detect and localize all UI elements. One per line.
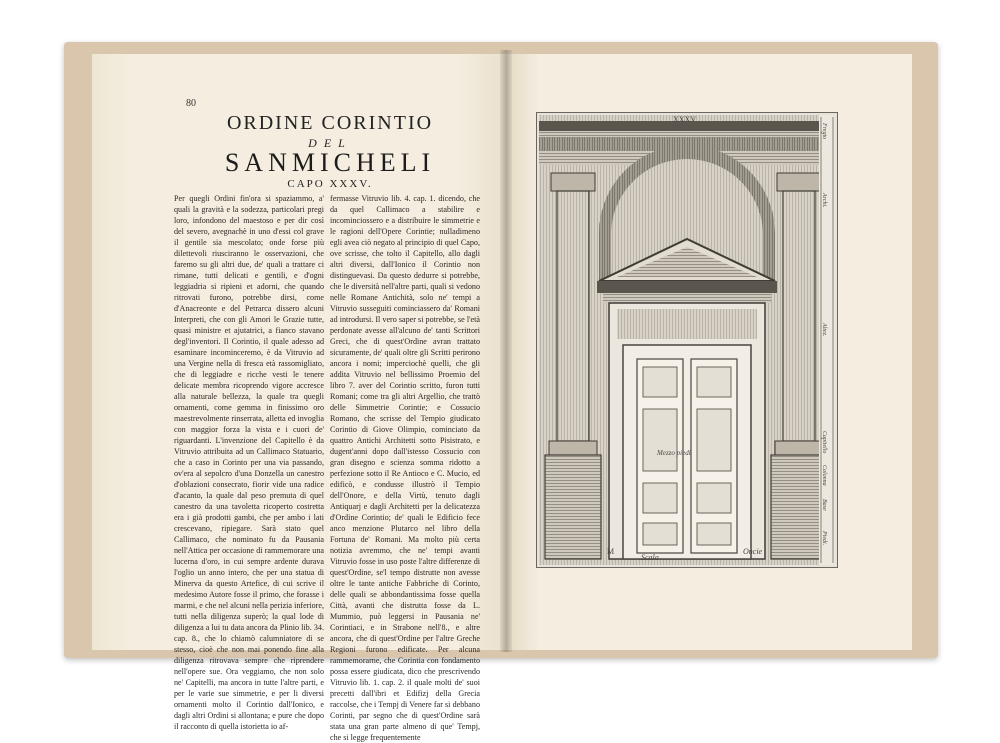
corner-mark-right: Oncie xyxy=(743,547,763,556)
engraving-plate xyxy=(536,112,838,568)
side-measure: Fregio xyxy=(821,123,827,140)
page-number: 80 xyxy=(186,98,196,109)
text-column-left xyxy=(174,193,324,731)
chapter-title-line1: ORDINE CORINTIO xyxy=(226,112,434,134)
corner-mark-left: M xyxy=(607,547,615,556)
chapter-number: CAPO XXXV. xyxy=(287,178,373,190)
book-gutter xyxy=(500,50,512,652)
side-measure: Colonna xyxy=(821,465,827,486)
corinthian-doorway-engraving xyxy=(537,113,837,567)
chapter-title-line3: SANMICHELI xyxy=(224,148,436,177)
side-measure: Piedi. xyxy=(821,531,827,546)
column-text: Per quegli Ordini fin'ora si spaziammo, a' quali la gravità e la sodezza, particolari pregi loro, infondono del maestoso e per dir così del severo, avegnachè in uno d'essi col grave il gentile sia mescolato; onde forse più dilettevoli riusciranno le osservazioni, che faremo su gli altri due, de' quali a trattare ci rimane, tutti delicati e gentili, e d'ogni leggiadria si ripieni et adorni, che quando ritrovati furono, potrebbe dirsi, come d'Anacreonte e del Petrarca dissero alcuni Interpreti, che con gli Amori le Grazie tutte, quasi ministre et ajutatrici, a fianco stavano degl'inventori. Il Corintio, il quale adesso ad esaminare incominceremo, è da Vitruvio ad una Vergine nella di fresca età rassomigliato, che di leggiadre e ricche vesti le tenere delicate membra ricoprendo vigore accresce alla naturale bellezza, la quale tra quegli ornamenti, come gemma in finissimo oro maestrevolmente rinserrata, alletta ed invoglia con maggior forza la vista e i cuori de' riguardanti. L'invenzione del Capitello è da Vitruvio attribuita ad un Callimaco Statuario, che a caso in Corinto per una via passando, ov'era al sepolcro d'una Donzella un canestro d'oblazioni consecrato, fiorir vide una radice d'acanto, la quale dal peso premuta di quel canestro da una tavoletta ricoperto costretta era i già prodotti gambi, che per ambo i lati crescevano, ripiegare. Sarà stato quel Callimaco, che nominato fu da Pausania nell'Attica per occasione di rammemorare una lucerna d'oro, in cui sempre ardente durava l'oglio un anno intero, che per una statua di Minerva da questo Artefice, di cui scrive il medesimo Autore fosse il primo, che forasse i marmi, e che nel alcuni nella perizia inferiore, tutti nella diligenza superò; la qual lode di diligenza a lui tu data ancora da Plinio lib. 34. cap. 8., che lo chiamò calumniatore di se stesso, cioè che non mai ponendo fine alla diligenza ritrovava sempre che riprendere nell'opere sue. Ora veggiamo, che non solo ne' Capitelli, ma ancora in tutte l'altre parti, e per le varie sue simmetrie, e per li diversi ornamenti molto il Corintio dall'Ionico, e dagli altri Ordini si allontana; e pure che dopo il racconto di quella istorietta io af- xyxy=(174,194,324,731)
side-measure: Capitello xyxy=(821,431,827,454)
side-measure: Altez. xyxy=(821,323,827,337)
side-measure: Archi. xyxy=(821,193,827,208)
text-column-right xyxy=(330,193,480,742)
column-text: fermasse Vitruvio lib. 4. cap. 1. dicendo, che da quel Callimaco a stabilire e incominciossero e a distribuire le simmetrie e le ragioni dell'Opere Corintie; nulladimeno egli avea ciò negato al principio di quel Capo, ove scrisse, che tolto il Capitello, allo dagli altri diversi, dall'Ionico il Corintio non distinguevasi. Da questo dedurre si potrebbe, che le diversità nell'altre parti, quali si vedono nelle Romane Antichità, solo ne' tempi a Vitruvio susseguiti cominciassero da' Romani ad introdursi. Il vero saper si potrebbe, se l'età perdonate avesse all'alcuno de' tanti Scrittori Greci, che di quest'Ordine avran trattato sicuramente, de' quali oltre gli Scritti perirono ancora i nomi; imperciochè quelli, che gli addita Vitruvio nel bellissimo Proemio del libro 7. aver del Corintio scritto, furon tutti Romani; come tra gli altri Argellio, che trattò delle Simmetrie Corintie; e Cossucio Romano, che scrisse del Tempio giudicato Corintio di Giove Olimpio, cominciato da quattro Antichi Architetti sotto Pisistrato, e dugent'anni dopo dall'istesso Cossucio con gran disegno e scienza somma ridotto a perfezione sotto il Re Antioco e C. Mucio, ed edificò, e condusse illustrò il Tempio dell'Onore, e della Virtù, tenuto dagli Antiquarj e dagli Architetti per la delicatezza d'Ordine Corintio; de' quali le Edificio fece anco menzione Plutarco nel libro della Fortuna de' Romani. Ma molto più certa notizia avremmo, che ne' tempi avanti Vitruvio fosse in uso poste l'altre differenze di quest'Ordine, se'l tempo distrutte non avesse oltre le tante antiche Fabbriche di Corinto, delle quali se abbondantissima fosse quella Città, avanti che distrutta fosse da L. Mummio, può leggersi in Pausania ne' Corintiaci, e in Strabone nell'8., e altre ancora, che di quest'Ordine per l'altre Greche Regioni furono edificate. Per alcuna rammemorarne, che Corintia con fondamento possa essere giudicata, dico che prescrivendo Vitruvio lib. 1. cap. 2. il quale molti de' suoi precetti dall'ibri et Edifizj della Grecia raccolse, che i Tempj di Venere far si debbano Corinti, par segno che di quest'Ordine sarà stata una gran parte almeno di que' Tempj, che si legge frequentemente xyxy=(330,194,480,742)
scale-label: Scala xyxy=(641,553,659,562)
chapter-title-line2: DEL xyxy=(308,136,352,150)
plate-number: XXXV xyxy=(673,115,697,124)
side-measure: Base xyxy=(821,499,827,511)
door-inscription: Mezzo piedi xyxy=(657,449,691,457)
